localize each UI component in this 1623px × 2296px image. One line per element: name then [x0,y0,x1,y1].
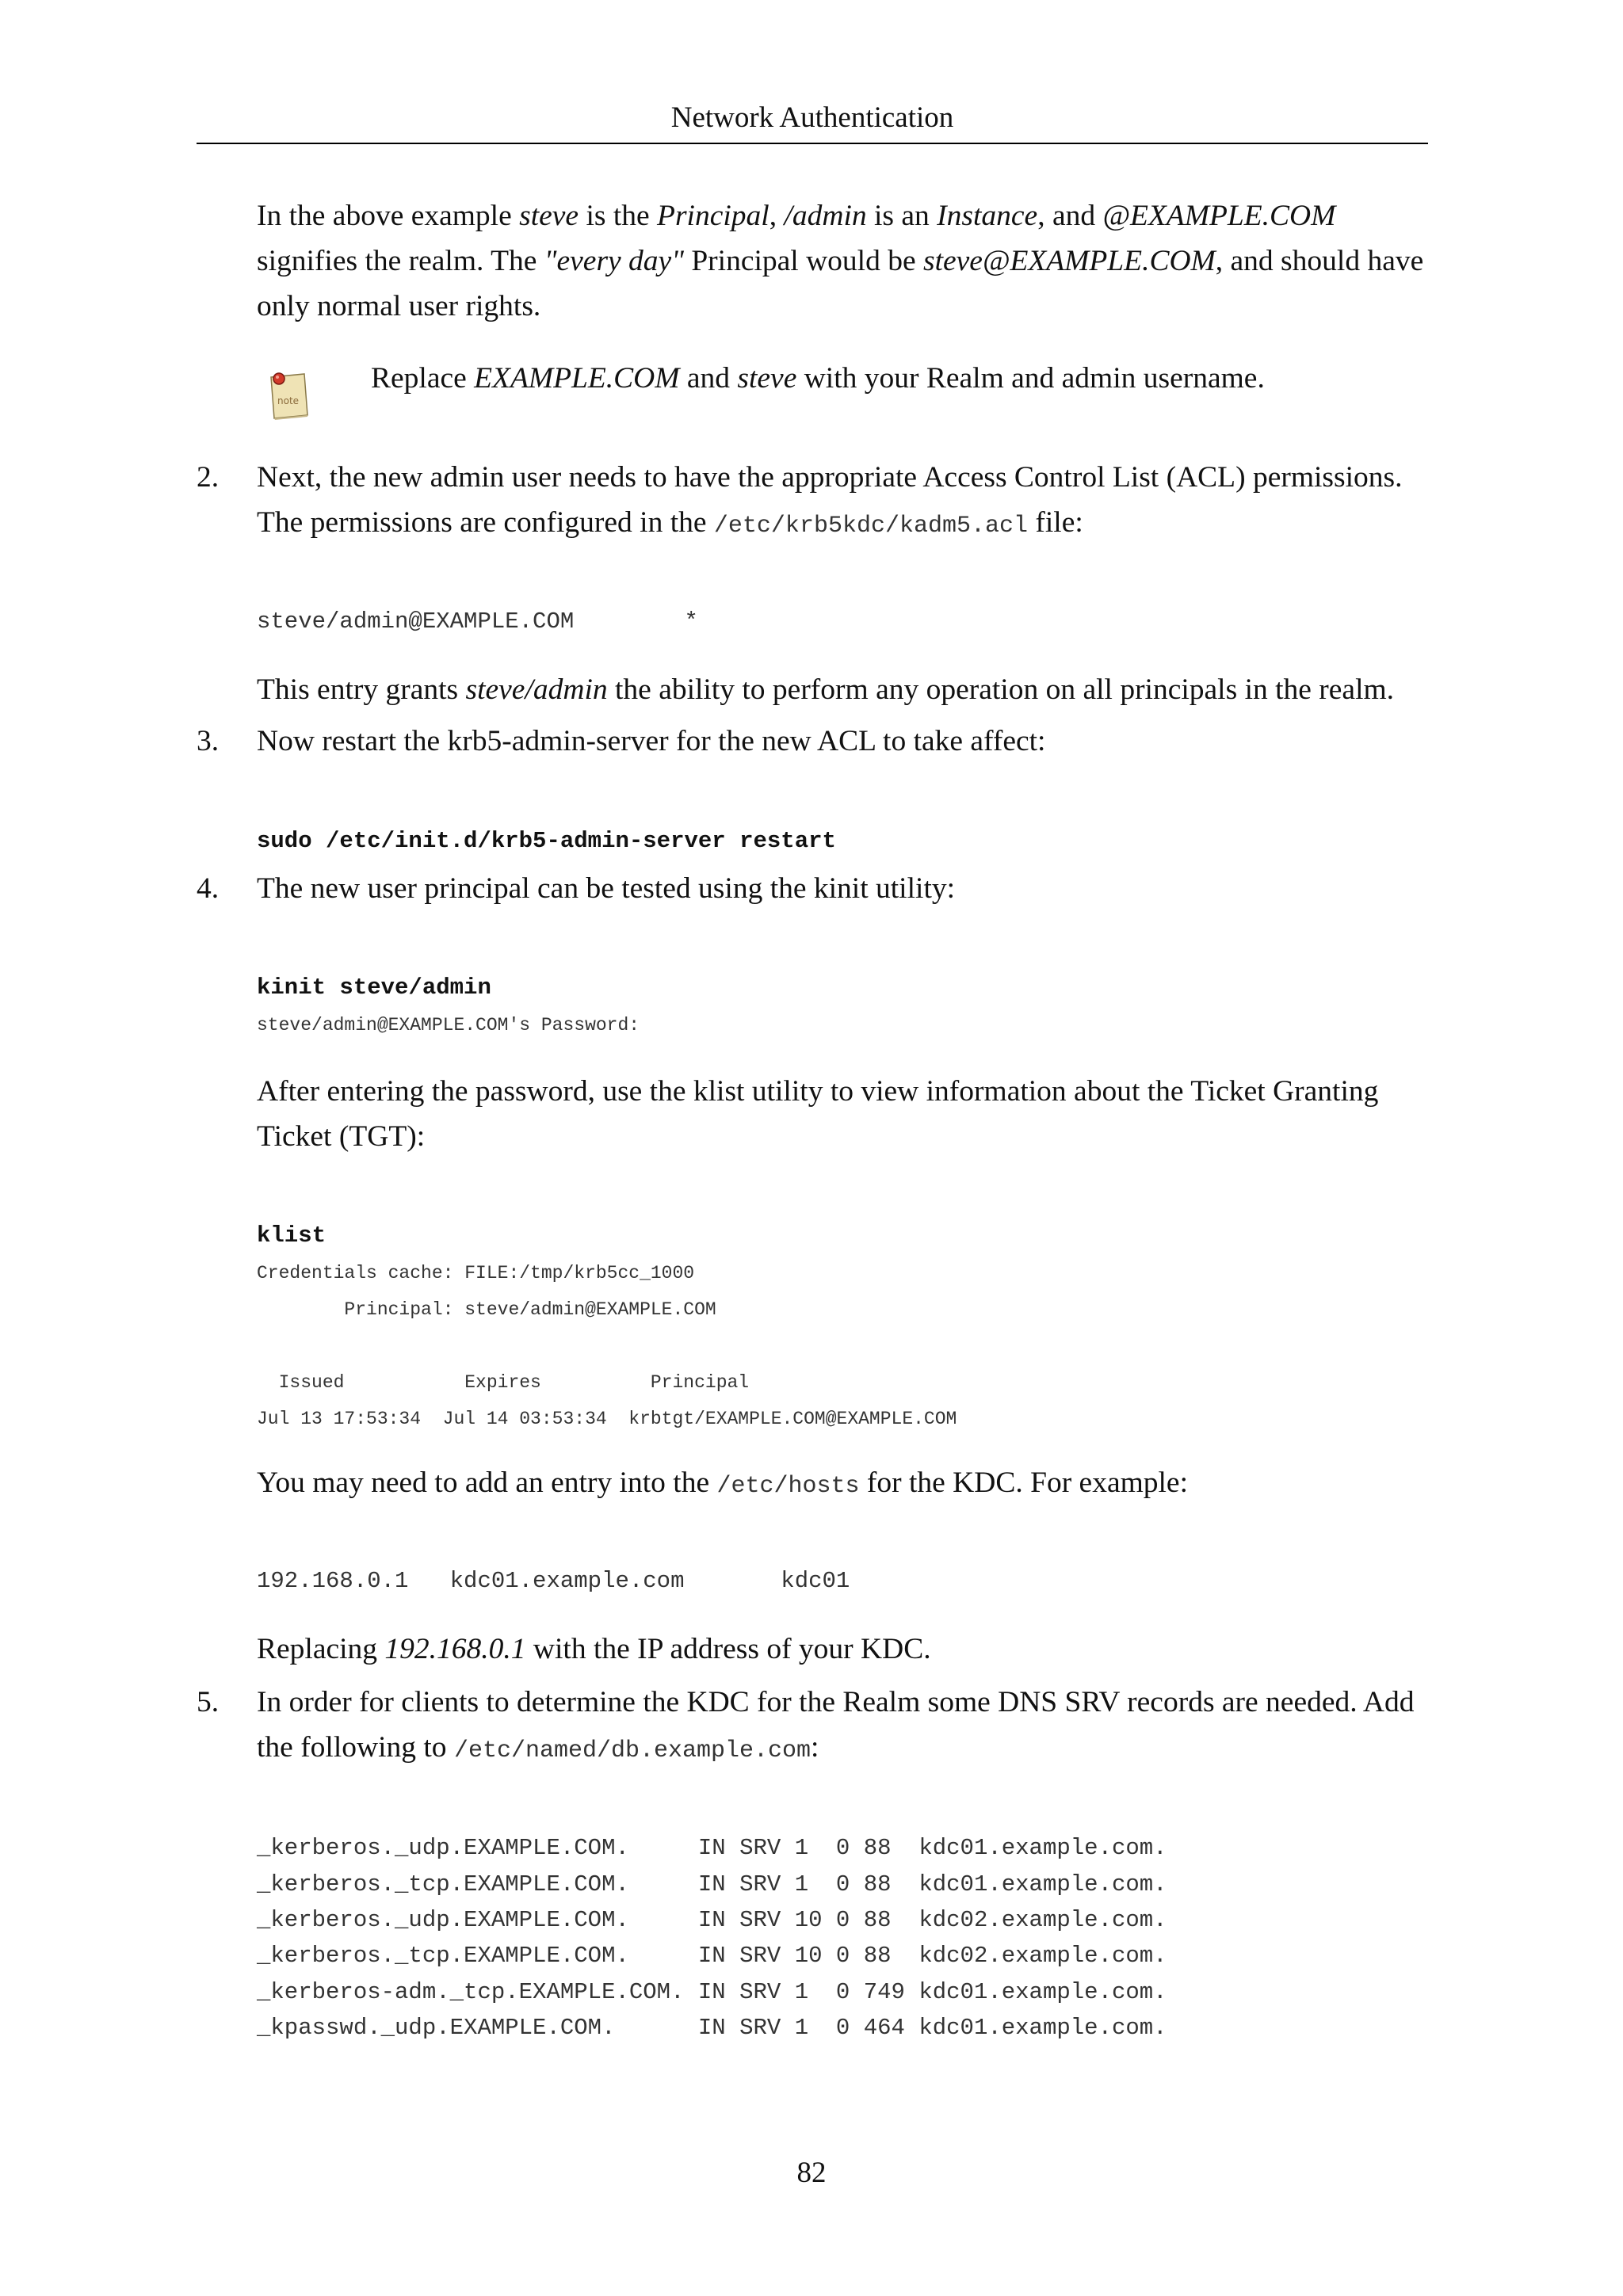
running-header: Network Authentication [670,101,954,134]
italic-term: 192.168.0.1 [384,1633,526,1665]
text-span: , and [1037,200,1103,232]
text-span: Replace [371,362,475,395]
acl-code-line: steve/admin@EXAMPLE.COM * [257,608,698,635]
note-icon [268,369,311,421]
srv-record-line: _kerberos-adm._tcp.EXAMPLE.COM. IN SRV 1 0 749 kdc01.example.com. [257,1979,1167,2005]
step-number: 2. [197,461,220,494]
italic-term: steve@EXAMPLE.COM [923,245,1216,277]
restart-command: sudo /etc/init.d/krb5-admin-server restart [257,828,836,854]
text-span: and [679,362,738,395]
file-path: /etc/krb5kdc/kadm5.acl [713,513,1028,540]
hosts-code-line: 192.168.0.1 kdc01.example.com kdc01 [257,1568,850,1594]
replacing-paragraph [257,1627,1430,1672]
text-span: This entry grants [257,673,466,706]
italic-term: steve [737,362,797,395]
italic-term: steve/admin [465,673,608,706]
klist-output-line: Issued Expires Principal [257,1372,750,1393]
srv-record-line: _kpasswd._udp.EXAMPLE.COM. IN SRV 1 0 464 kdc01.example.com. [257,2015,1167,2041]
klist-output-line: Jul 13 17:53:34 Jul 14 03:53:34 krbtgt/EXAMPLE.COM@EXAMPLE.COM [257,1409,957,1429]
step3-paragraph: Now restart the krb5-admin-server for the new ACL to take affect: [257,725,1046,757]
italic-term: @EXAMPLE.COM [1102,200,1336,232]
step4-paragraph-2: After entering the password, use the klist utility to view information about the Ticket Granting Ticket (TGT): [257,1075,1379,1153]
intro-paragraph [257,193,1430,329]
klist-output-line: Credentials cache: FILE:/tmp/krb5cc_1000 [257,1263,695,1283]
text-span: is the [579,200,658,232]
kinit-command: kinit steve/admin [257,974,491,1001]
text-span: , [769,200,785,232]
srv-record-line: _kerberos._tcp.EXAMPLE.COM. IN SRV 1 0 88 kdc01.example.com. [257,1871,1167,1897]
text-span: , and should have only normal user rights. [257,245,1424,322]
text-span: file: [1028,506,1083,539]
text-span: In order for clients to determine the KDC for the Realm some DNS SRV records are needed. Add the following to [257,1686,1415,1764]
srv-record-line: _kerberos._tcp.EXAMPLE.COM. IN SRV 10 0 88 kdc02.example.com. [257,1943,1167,1969]
italic-term: /admin [784,200,867,232]
klist-command: klist [257,1222,327,1249]
text-span: signifies the realm. The [257,245,544,277]
step2-after-paragraph [257,667,1430,712]
note-text [371,356,1425,401]
text-span: the ability to perform any operation on all principals in the realm. [607,673,1395,706]
text-span: In the above example [257,200,520,232]
italic-term: "every day" [544,245,684,277]
file-path: /etc/named/db.example.com [453,1737,812,1764]
step5-paragraph [257,1680,1430,1774]
header-rule [197,143,1428,144]
italic-term: EXAMPLE.COM [474,362,680,395]
step2-paragraph [257,455,1430,549]
text-span: : [811,1731,819,1764]
srv-record-line: _kerberos._udp.EXAMPLE.COM. IN SRV 1 0 88 kdc01.example.com. [257,1835,1167,1861]
text-span: You may need to add an entry into the [257,1466,717,1499]
klist-output-line: Principal: steve/admin@EXAMPLE.COM [257,1299,716,1320]
text-span: for the KDC. For example: [859,1466,1188,1499]
srv-record-line: _kerberos._udp.EXAMPLE.COM. IN SRV 10 0 88 kdc02.example.com. [257,1907,1167,1933]
page-number: 82 [796,2157,827,2189]
text-span: is an [866,200,938,232]
kinit-output: steve/admin@EXAMPLE.COM's Password: [257,1015,640,1035]
step-number: 4. [197,872,220,905]
italic-term: steve [519,200,579,232]
italic-term: Principal [657,200,769,232]
hosts-paragraph [257,1460,1430,1509]
step-number: 5. [197,1686,220,1718]
svg-text:note: note [277,395,300,406]
step-number: 3. [197,725,220,757]
text-span: Replacing [257,1633,385,1665]
file-path: /etc/hosts [716,1473,860,1500]
italic-term: Instance [937,200,1038,232]
text-span: with your Realm and admin username. [796,362,1265,395]
text-span: Next, the new admin user needs to have the appropriate Access Control List (ACL) permissions. The permissions are configured in the [257,461,1403,539]
text-span: with the IP address of your KDC. [525,1633,931,1665]
step4-paragraph: The new user principal can be tested using the kinit utility: [257,872,956,905]
text-span: Principal would be [683,245,923,277]
